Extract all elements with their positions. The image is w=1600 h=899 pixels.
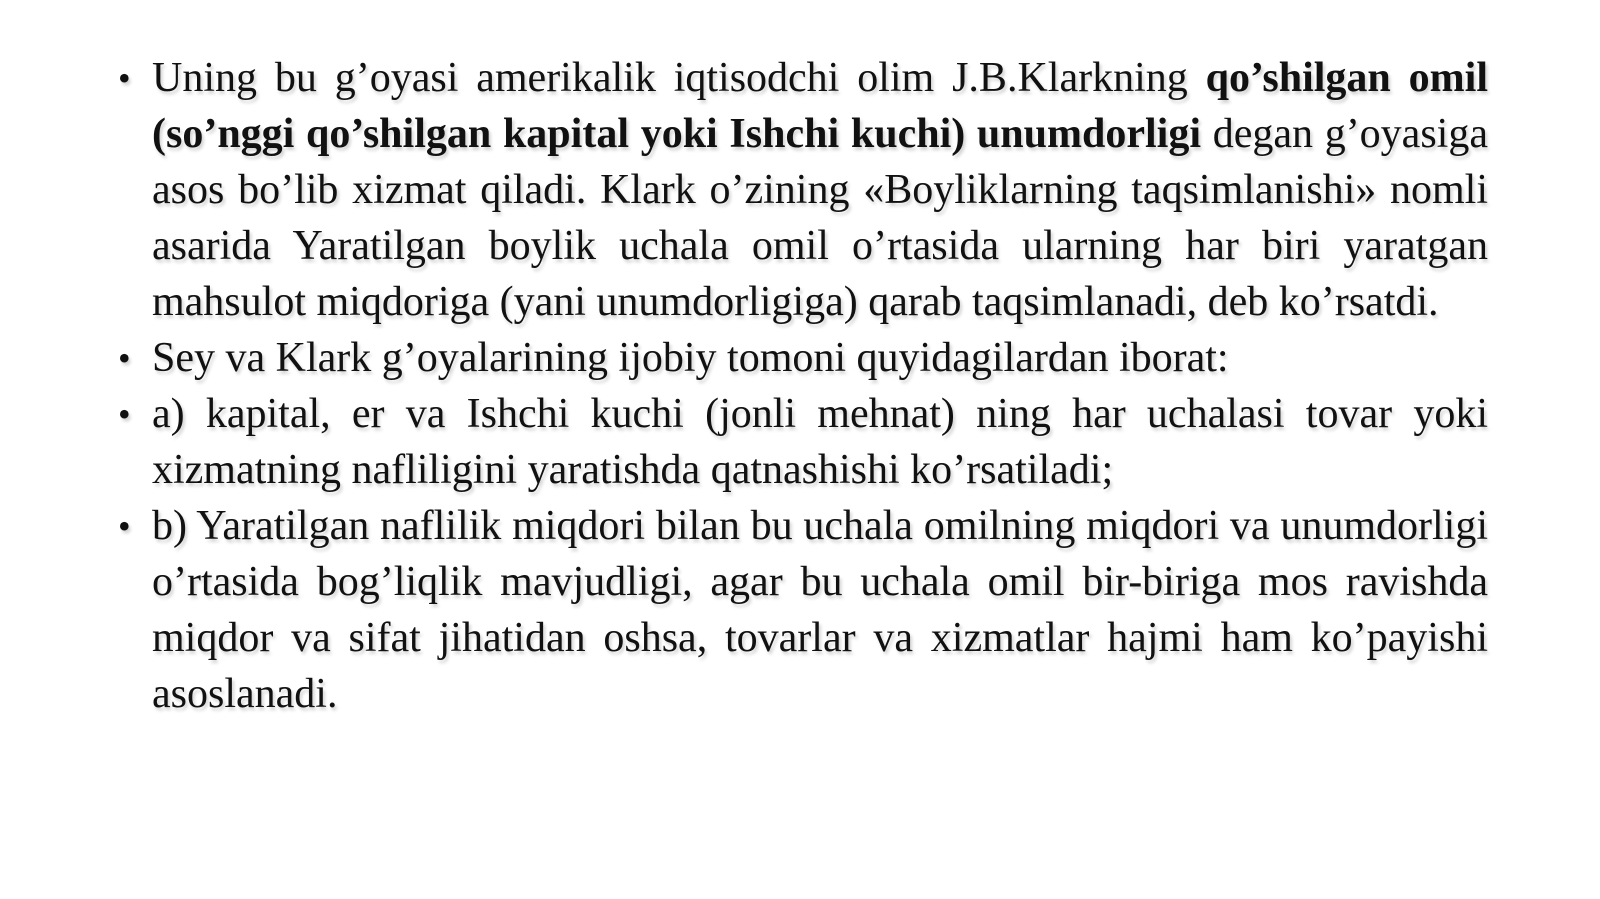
- bullet-marker: •: [118, 394, 131, 434]
- bullet-text: degan g’oyasiga asos bo’lib xizmat qiladi. Klark o’zining «Boyliklarning taqsimlanishi» nomli asarida Yaratilgan boylik uchala omil o’rtasida ularning har biri yaratgan mahsulot miqdoriga (yani unumdorligiga) qarab taqsimlanadi, deb ko’rsatdi.: [152, 111, 1488, 325]
- bullet-marker: •: [118, 58, 131, 98]
- bullet-text: Uning bu g’oyasi amerikalik iqtisodchi olim J.B.Klarkning: [152, 55, 1206, 101]
- bullet-text: b) Yaratilgan naflilik miqdori bilan bu uchala omilning miqdori va unumdorligi o’rtasida bog’liqlik mavjudligi, agar bu uchala omil bir-biriga mos ravishda miqdor va sifat jihatidan oshsa, tovarlar va xizmatlar hajmi ham ko’payishi asoslanadi.: [152, 503, 1488, 717]
- bullet-item-4: [118, 498, 1488, 722]
- bullet-text-bold: qo’shilgan omil (so’nggi qo’shilgan kapital yoki Ishchi kuchi) unumdorligi: [152, 55, 1488, 157]
- bullet-text: a) kapital, er va Ishchi kuchi (jonli mehnat) ning har uchalasi tovar yoki xizmatning nafliligini yaratishda qatnashishi ko’rsatiladi;: [152, 391, 1488, 493]
- bullet-item-3: [118, 386, 1488, 498]
- bullet-item-2: [118, 330, 1488, 386]
- bullet-marker: •: [118, 338, 131, 378]
- bullet-item-1: [118, 50, 1488, 330]
- bullet-text: Sey va Klark g’oyalarining ijobiy tomoni quyidagilardan iborat:: [152, 335, 1229, 381]
- bullet-marker: •: [118, 506, 131, 546]
- bullet-list: [118, 50, 1488, 722]
